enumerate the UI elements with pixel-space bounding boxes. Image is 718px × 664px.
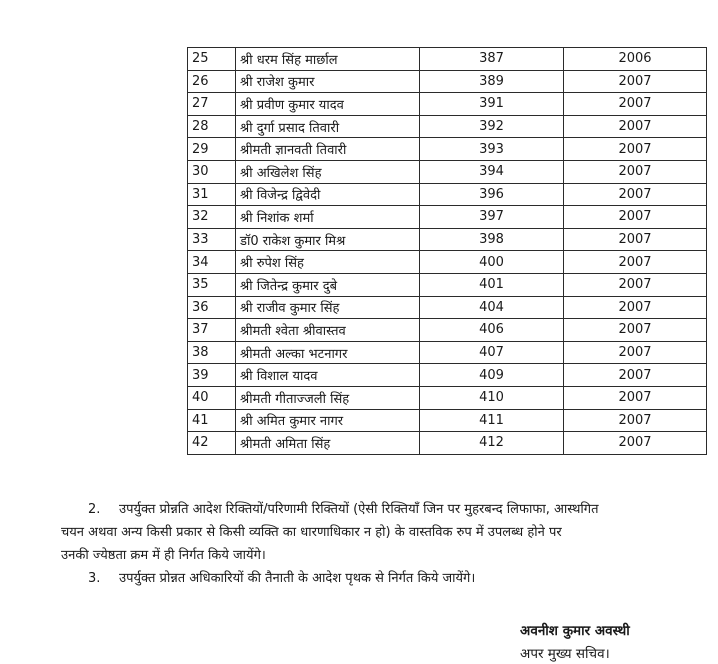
paragraph-3-number: 3. [88, 571, 101, 586]
seniority-number-cell: 394 [420, 160, 564, 183]
seniority-number-cell: 409 [420, 364, 564, 387]
serial-number-cell: 39 [188, 364, 236, 387]
paragraph-2-text-line-1: उपर्युक्त प्रोन्नति आदेश रिक्तियों/परिणामी रिक्तियों (ऐसी रिक्तियाँ जिन पर मुहरबन्द लिफाफा, आस्थगित [119, 502, 599, 517]
serial-number-cell: 27 [188, 93, 236, 116]
seniority-number-cell: 406 [420, 319, 564, 342]
year-cell: 2007 [564, 341, 707, 364]
officer-name-cell: श्री दुर्गा प्रसाद तिवारी [236, 115, 420, 138]
serial-number-cell: 29 [188, 138, 236, 161]
seniority-number-cell: 412 [420, 432, 564, 455]
paragraph-2-text-line-2: चयन अथवा अन्य किसी प्रकार से किसी व्यक्ति का धारणाधिकार न हो) के वास्तविक रुप में उपलब्ध होने पर [61, 525, 562, 540]
seniority-number-cell: 392 [420, 115, 564, 138]
table-row [188, 341, 707, 364]
serial-number-cell: 38 [188, 341, 236, 364]
table-row [188, 409, 707, 432]
year-cell: 2006 [564, 48, 707, 71]
serial-number-cell: 41 [188, 409, 236, 432]
signatory-name: अवनीश कुमार अवस्थी [520, 623, 630, 639]
paragraph-2-text-line-3: उनकी ज्येष्ठता क्रम में ही निर्गत किये जायेंगे। [61, 548, 266, 563]
year-cell: 2007 [564, 160, 707, 183]
officer-name-cell: श्री राजीव कुमार सिंह [236, 296, 420, 319]
officer-name-cell: श्री राजेश कुमार [236, 70, 420, 93]
year-cell: 2007 [564, 319, 707, 342]
serial-number-cell: 37 [188, 319, 236, 342]
table-row [188, 251, 707, 274]
table-row [188, 183, 707, 206]
year-cell: 2007 [564, 70, 707, 93]
seniority-number-cell: 410 [420, 386, 564, 409]
serial-number-cell: 25 [188, 48, 236, 71]
table-row [188, 160, 707, 183]
seniority-number-cell: 407 [420, 341, 564, 364]
year-cell: 2007 [564, 183, 707, 206]
year-cell: 2007 [564, 273, 707, 296]
seniority-number-cell: 396 [420, 183, 564, 206]
officer-name-cell: श्रीमती श्वेता श्रीवास्तव [236, 319, 420, 342]
officer-table [187, 47, 707, 455]
table-row [188, 228, 707, 251]
paragraph-2 [61, 498, 691, 567]
seniority-number-cell: 387 [420, 48, 564, 71]
serial-number-cell: 40 [188, 386, 236, 409]
serial-number-cell: 33 [188, 228, 236, 251]
officer-name-cell: श्रीमती अमिता सिंह [236, 432, 420, 455]
seniority-number-cell: 393 [420, 138, 564, 161]
officer-name-cell: श्री अखिलेश सिंह [236, 160, 420, 183]
officer-name-cell: श्रीमती गीताज्जली सिंह [236, 386, 420, 409]
officer-name-cell: श्री निशांक शर्मा [236, 206, 420, 229]
officer-name-cell: श्रीमती अल्का भटनागर [236, 341, 420, 364]
serial-number-cell: 42 [188, 432, 236, 455]
table-row [188, 273, 707, 296]
table-row [188, 296, 707, 319]
serial-number-cell: 28 [188, 115, 236, 138]
serial-number-cell: 32 [188, 206, 236, 229]
seniority-number-cell: 411 [420, 409, 564, 432]
serial-number-cell: 30 [188, 160, 236, 183]
year-cell: 2007 [564, 251, 707, 274]
seniority-number-cell: 397 [420, 206, 564, 229]
seniority-number-cell: 391 [420, 93, 564, 116]
seniority-number-cell: 401 [420, 273, 564, 296]
paragraph-3-text: उपर्युक्त प्रोन्नत अधिकारियों की तैनाती के आदेश पृथक से निर्गत किये जायेंगे। [119, 571, 476, 586]
table-row [188, 364, 707, 387]
officer-name-cell: डॉ0 राकेश कुमार मिश्र [236, 228, 420, 251]
table-row [188, 70, 707, 93]
seniority-number-cell: 400 [420, 251, 564, 274]
officer-name-cell: श्रीमती ज्ञानवती तिवारी [236, 138, 420, 161]
table-row [188, 138, 707, 161]
table-row [188, 48, 707, 71]
year-cell: 2007 [564, 206, 707, 229]
year-cell: 2007 [564, 138, 707, 161]
table-row [188, 115, 707, 138]
serial-number-cell: 36 [188, 296, 236, 319]
seniority-number-cell: 398 [420, 228, 564, 251]
paragraph-3 [61, 567, 691, 590]
signatory-designation: अपर मुख्य सचिव। [520, 646, 610, 662]
officer-name-cell: श्री रुपेश सिंह [236, 251, 420, 274]
paragraph-2-number: 2. [88, 502, 101, 517]
year-cell: 2007 [564, 432, 707, 455]
serial-number-cell: 34 [188, 251, 236, 274]
seniority-number-cell: 389 [420, 70, 564, 93]
officer-name-cell: श्री प्रवीण कुमार यादव [236, 93, 420, 116]
officer-name-cell: श्री विजेन्द्र द्विवेदी [236, 183, 420, 206]
officer-table-body [188, 48, 707, 455]
serial-number-cell: 26 [188, 70, 236, 93]
year-cell: 2007 [564, 364, 707, 387]
seniority-number-cell: 404 [420, 296, 564, 319]
year-cell: 2007 [564, 93, 707, 116]
serial-number-cell: 35 [188, 273, 236, 296]
table-row [188, 206, 707, 229]
table-row [188, 319, 707, 342]
year-cell: 2007 [564, 296, 707, 319]
table-row [188, 432, 707, 455]
paragraph-2-line-1 [61, 498, 691, 521]
year-cell: 2007 [564, 409, 707, 432]
officer-name-cell: श्री अमित कुमार नागर [236, 409, 420, 432]
officer-name-cell: श्री जितेन्द्र कुमार दुबे [236, 273, 420, 296]
year-cell: 2007 [564, 228, 707, 251]
officer-name-cell: श्री विशाल यादव [236, 364, 420, 387]
year-cell: 2007 [564, 115, 707, 138]
table-row [188, 93, 707, 116]
officer-name-cell: श्री धरम सिंह मार्छाल [236, 48, 420, 71]
year-cell: 2007 [564, 386, 707, 409]
table-row [188, 386, 707, 409]
serial-number-cell: 31 [188, 183, 236, 206]
